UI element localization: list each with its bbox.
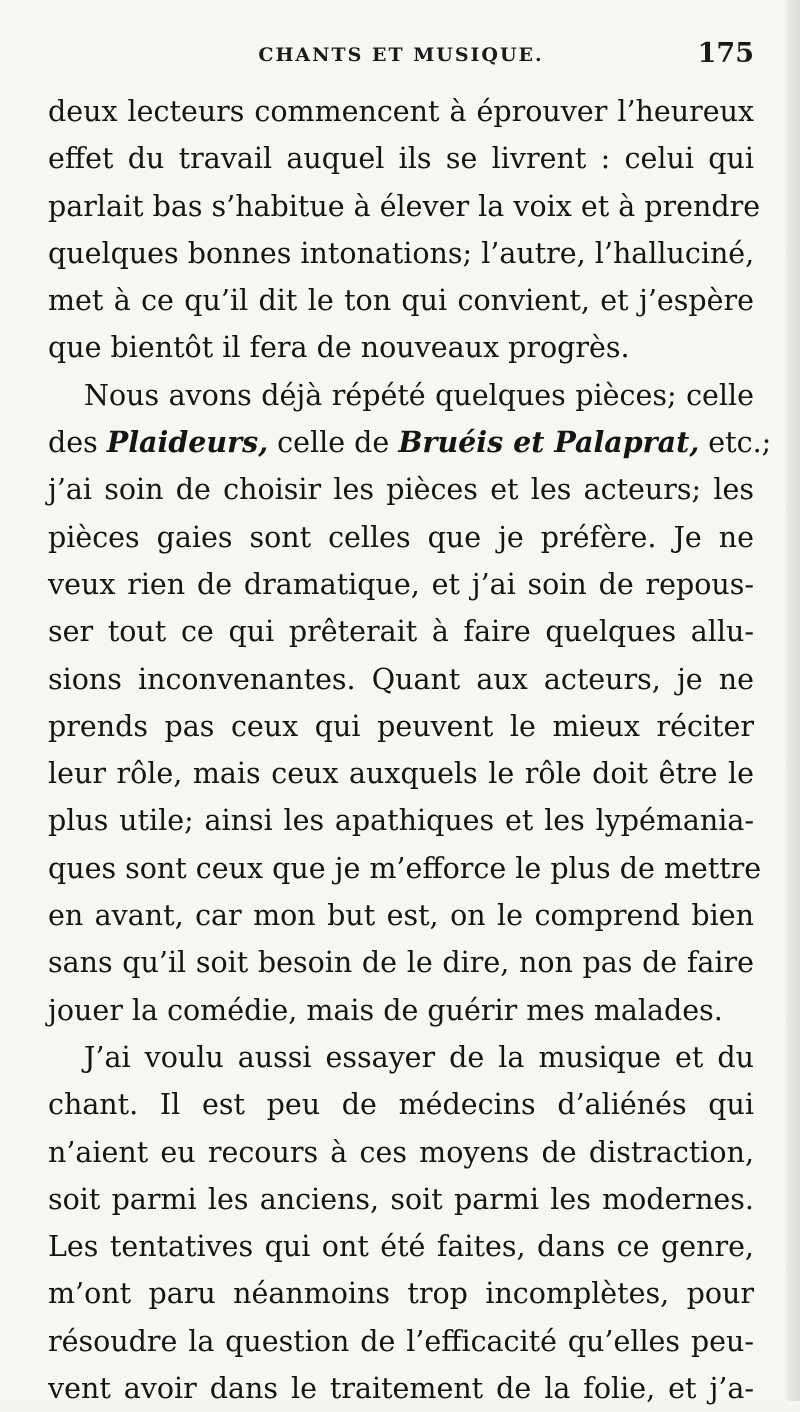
- play-title-plaideurs: Plaideurs,: [106, 425, 269, 460]
- text-line: n’aient eu recours à ces moyens de distraction,: [48, 1135, 754, 1169]
- text-line: sions inconvenantes. Quant aux acteurs, je ne: [48, 662, 754, 696]
- text-line: ser tout ce qui prêterait à faire quelques allu-: [48, 615, 754, 649]
- text-line: sans qu’il soit besoin de le dire, non pas de faire: [48, 946, 754, 980]
- text-line: Nous avons déjà répété quelques pièces; celle: [84, 378, 754, 412]
- text-line: effet du travail auquel ils se livrent : celui qui: [48, 142, 754, 176]
- page-number: 175: [697, 38, 754, 69]
- text-line: deux lecteurs commencent à éprouver l’heureux: [48, 95, 754, 128]
- text-line: met à ce qu’il dit le ton qui convient, et j’espère: [48, 284, 754, 318]
- text-line: ques sont ceux que je m’efforce le plus de mettre: [48, 851, 762, 885]
- text-line: quelques bonnes intonations; l’autre, l’halluciné,: [48, 236, 755, 270]
- page-edge: [786, 0, 800, 1401]
- text-line: chant. Il est peu de médecins d’aliénés qui: [48, 1088, 754, 1122]
- text-line: jouer la comédie, mais de guérir mes malades.: [48, 993, 723, 1027]
- text-line-with-titles: [48, 419, 772, 466]
- text-segment: etc.;: [699, 426, 772, 460]
- text-line: m’ont paru néanmoins trop incomplètes, pour: [48, 1277, 754, 1311]
- text-line: parlait bas s’habitue à élever la voix et à prendre: [48, 189, 761, 223]
- text-line: que bientôt il fera de nouveaux progrès.: [48, 331, 630, 365]
- text-line: J’ai voulu aussi essayer de la musique et du: [84, 1040, 754, 1074]
- running-title: CHANTS ET MUSIQUE.: [258, 44, 544, 66]
- text-line: résoudre la question de l’efficacité qu’elles peu-: [48, 1324, 754, 1358]
- text-line: leur rôle, mais ceux auxquels le rôle doit être le: [48, 757, 754, 791]
- text-segment: des: [48, 426, 107, 460]
- text-line: plus utile; ainsi les apathiques et les lypémania-: [48, 804, 754, 838]
- text-line: pièces gaies sont celles que je préfère. Je ne: [48, 520, 754, 554]
- text-line: prends pas ceux qui peuvent le mieux réciter: [48, 709, 754, 743]
- text-line: vent avoir dans le traitement de la folie, et j’a-: [48, 1372, 754, 1406]
- body-text: [48, 88, 772, 1412]
- play-title-brueis: Bruéis et Palaprat,: [398, 425, 700, 460]
- text-line: Les tentatives qui ont été faites, dans ce genre,: [48, 1230, 754, 1264]
- running-head: [48, 38, 754, 74]
- text-line: veux rien de dramatique, et j’ai soin de repous-: [48, 567, 754, 601]
- text-segment: celle de: [268, 426, 399, 460]
- text-line: soit parmi les anciens, soit parmi les modernes.: [48, 1182, 754, 1216]
- text-line: en avant, car mon but est, on le comprend bien: [48, 899, 754, 933]
- text-line: j’ai soin de choisir les pièces et les acteurs; les: [48, 473, 754, 507]
